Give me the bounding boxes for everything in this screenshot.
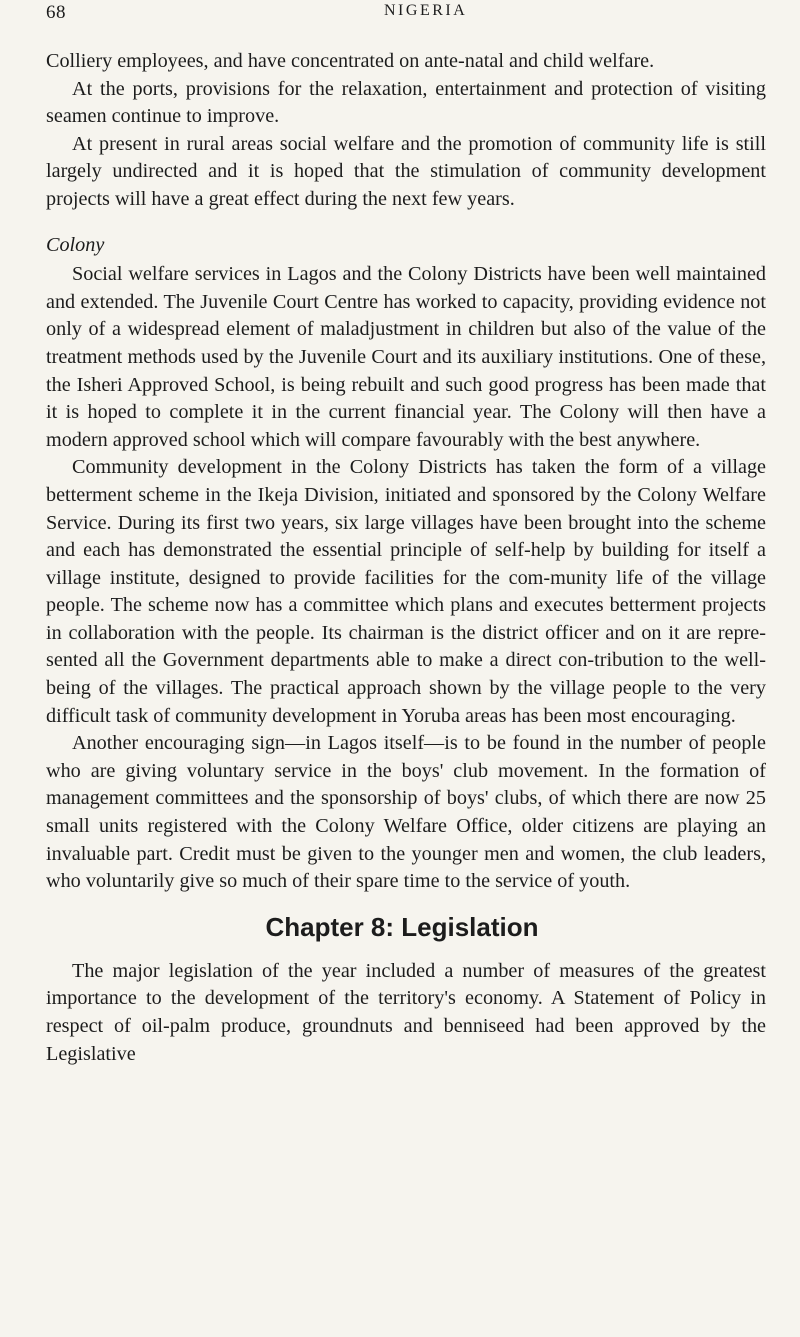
running-header bbox=[46, 2, 766, 34]
chapter-spacer bbox=[46, 896, 766, 910]
running-title: NIGERIA bbox=[384, 2, 468, 19]
paragraph-rural-areas: At present in rural areas social welfare and the promotion of community life is still largely undirected and it is hoped that the stimulation of community development projects will have a great effect during the next few years. bbox=[46, 132, 766, 210]
paragraph-continued: Colliery employees, and have concentrated on ante-natal and child welfare. bbox=[46, 50, 655, 72]
paragraph-legislation: The major legislation of the year included a number of measures of the greatest importance to the development of the territory's economy. A Statement of Policy in respect of oil-palm produce, groundnuts and benniseed had been approved by the Legislative bbox=[46, 959, 766, 1065]
body-text bbox=[46, 48, 766, 1068]
paragraph-boys-clubs: Another encouraging sign—in Lagos itself—is to be found in the number of people who are giving voluntary service in the boys' club movement. In the formation of management committees and the sponsorship of boys' clubs, of which there are now 25 small units registered with the Colony Welfare Office, older citizens are playing an invaluable part. Credit must be given to the younger men and women, the club leaders, who voluntarily give so much of their spare time to the service of youth. bbox=[46, 732, 766, 893]
page-number: 68 bbox=[46, 2, 66, 23]
paragraph-ports: At the ports, provisions for the relaxation, entertainment and protection of visiting seamen continue to improve. bbox=[46, 77, 766, 128]
section-heading-colony: Colony bbox=[46, 233, 105, 256]
chapter-title: Chapter 8: Legislation bbox=[265, 911, 539, 942]
paragraph-community-development: Community development in the Colony Districts has taken the form of a village betterment scheme in the Ikeja Division, initiated and sponsored by the Colony Welfare Service. During its first two years, six large villages have been brought into the scheme and each has demonstrated the essential principle of self-help by building for itself a village institute, designed to provide facilities for the com-munity life of the village people. The scheme now has a committee which plans and executes betterment projects in collaboration with the people. Its chairman is the district officer and on it are repre-sented all the Government departments able to make a direct con-tribution to the well-being of the villages. The practical approach shown by the village people to the very difficult task of community development in Yoruba areas has been most encouraging. bbox=[46, 456, 766, 727]
paragraph-colony-welfare: Social welfare services in Lagos and the Colony Districts have been well maintained and extended. The Juvenile Court Centre has worked to capacity, providing evidence not only of a widespread element of maladjustment in children but also of the value of the treatment methods used by the Juvenile Court and its auxiliary institutions. One of these, the Isheri Approved School, is being rebuilt and such good progress has been made that it is hoped to complete it in the current financial year. The Colony will then have a modern approved school which will compare favourably with the best anywhere. bbox=[46, 263, 766, 451]
